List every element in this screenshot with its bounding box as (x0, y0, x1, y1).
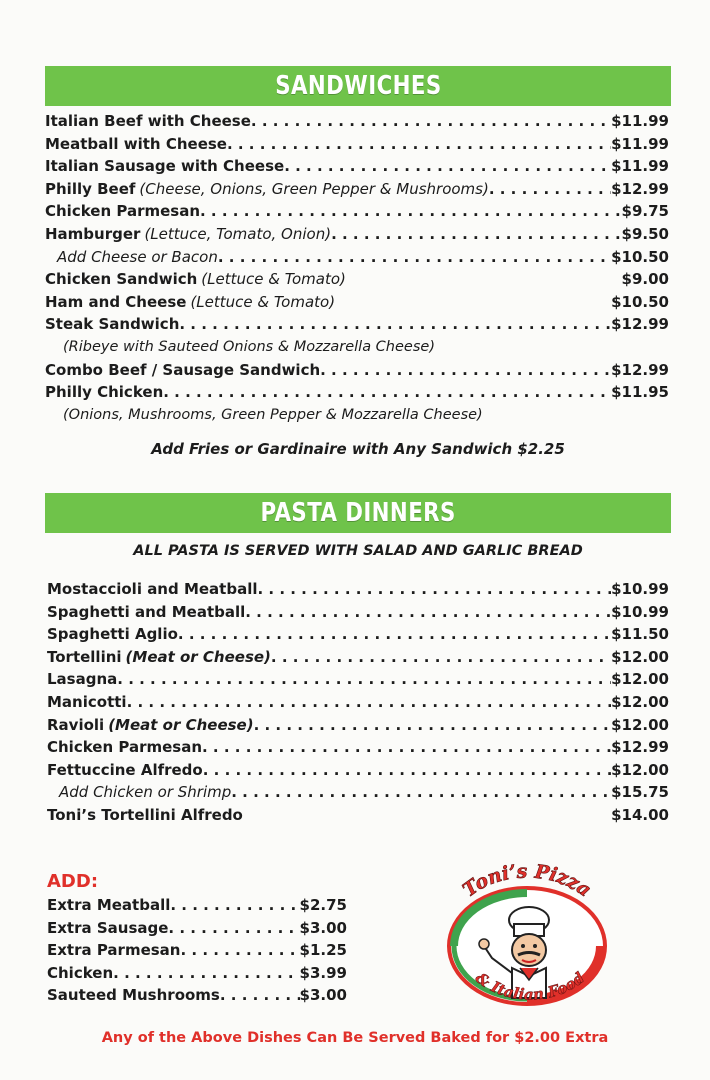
menu-item (45, 223, 669, 246)
item-name: Spaghetti Aglio (47, 625, 178, 644)
menu-item (45, 291, 669, 314)
item-note: (Onions, Mushrooms, Green Pepper & Mozzarella Cheese) (63, 406, 483, 423)
menu-item (45, 133, 669, 156)
pasta-banner (45, 493, 671, 533)
add-title: ADD: (47, 871, 99, 892)
dot-leader (218, 246, 611, 269)
dot-leader (180, 939, 299, 962)
dot-leader (202, 736, 611, 759)
item-price: $15.75 (611, 783, 669, 802)
item-description: (Lettuce & Tomato) (190, 292, 336, 311)
item-name: Add Chicken or Shrimp (59, 783, 232, 802)
menu-item (45, 268, 669, 291)
item-price: $11.99 (611, 134, 669, 153)
pasta-list (47, 578, 669, 827)
item-name: Mostaccioli and Meatball (47, 580, 258, 598)
item-description: (Meat or Cheese) (108, 715, 254, 734)
menu-item (47, 646, 669, 669)
menu-item (45, 200, 669, 223)
menu-item (45, 313, 669, 336)
item-description: (Lettuce & Tomato) (201, 270, 346, 289)
item-name: Spaghetti and Meatball (47, 602, 246, 621)
add-list (47, 894, 347, 1007)
add-item (47, 917, 347, 940)
dot-leader (170, 894, 299, 917)
item-price: $11.50 (611, 625, 669, 644)
dot-leader (163, 381, 611, 404)
item-name: Sauteed Mushrooms (47, 986, 220, 1005)
dot-leader (227, 133, 611, 156)
menu-item (45, 381, 669, 404)
item-price: $10.99 (611, 580, 669, 598)
item-name: Ham and Cheese (45, 292, 187, 311)
menu-item (47, 668, 669, 691)
dot-leader (113, 962, 299, 985)
item-name: Hamburger (45, 224, 141, 243)
add-item (47, 984, 347, 1007)
dot-leader (331, 223, 621, 246)
item-name: Italian Beef with Cheese (45, 112, 251, 130)
dot-leader (168, 917, 299, 940)
item-price: $11.95 (611, 383, 669, 402)
menu-item (47, 759, 669, 782)
menu-item (45, 359, 669, 382)
item-description: (Lettuce, Tomato, Onion) (144, 224, 332, 243)
menu-item (47, 601, 669, 624)
item-price: $12.00 (611, 760, 669, 779)
item-name: Chicken Parmesan (45, 202, 201, 221)
item-price: $3.99 (299, 963, 347, 982)
item-price: $3.00 (299, 986, 347, 1005)
dot-leader (203, 759, 611, 782)
item-price: $12.99 (611, 738, 669, 757)
menu-item (45, 178, 669, 201)
menu-item (45, 110, 669, 133)
item-name: Combo Beef / Sausage Sandwich (45, 360, 321, 379)
menu-item-addon (47, 781, 669, 804)
item-price: $2.75 (299, 896, 347, 914)
menu-item (47, 691, 669, 714)
item-name: Add Cheese or Bacon (57, 247, 218, 266)
dot-leader (320, 359, 611, 382)
item-description: (Cheese, Onions, Green Pepper & Mushrooms) (139, 179, 489, 198)
add-item (47, 939, 347, 962)
menu-item (47, 714, 669, 737)
item-name: Chicken Sandwich (45, 270, 198, 289)
item-price: $10.99 (611, 602, 669, 621)
item-name: Steak Sandwich (45, 315, 180, 334)
dot-leader (117, 668, 611, 691)
item-price: $10.50 (611, 247, 669, 266)
item-name: Fettuccine Alfredo (47, 760, 203, 779)
item-name: Philly Chicken (45, 383, 164, 402)
dot-leader (257, 578, 611, 601)
dot-leader (271, 646, 611, 669)
item-name: Extra Sausage (47, 918, 169, 937)
item-description: (Meat or Cheese) (125, 647, 271, 666)
sandwich-addon-note: Add Fries or Gardinaire with Any Sandwich $2.25 (151, 440, 565, 458)
logo-top-text: Toni’s Pizza (458, 860, 596, 902)
dot-leader (178, 623, 611, 646)
item-price: $12.00 (611, 647, 669, 666)
item-price: $11.99 (611, 157, 669, 176)
item-price: $12.00 (611, 692, 669, 711)
item-price: $9.75 (621, 202, 669, 221)
menu-item (47, 736, 669, 759)
item-note: (Ribeye with Sauteed Onions & Mozzarella Cheese) (63, 338, 435, 355)
item-name: Philly Beef (45, 179, 136, 198)
menu-item-addon (45, 246, 669, 269)
logo-bottom-text: & Italian Food (472, 968, 588, 1004)
item-price: $12.00 (611, 715, 669, 734)
item-price: $9.50 (621, 224, 669, 243)
menu-item (47, 578, 669, 601)
sandwiches-banner (45, 66, 671, 106)
dot-leader (220, 984, 300, 1007)
dot-leader (200, 200, 622, 223)
sandwiches-title: SANDWICHES (274, 71, 442, 101)
pasta-subtitle: ALL PASTA IS SERVED WITH SALAD AND GARLIC BREAD (133, 543, 583, 559)
tonis-pizza-logo (432, 858, 622, 1018)
item-name: Manicotti (47, 692, 127, 711)
item-price: $3.00 (299, 918, 347, 937)
item-price: $9.00 (621, 270, 669, 289)
item-price: $12.99 (611, 315, 669, 334)
item-name: Lasagna (47, 670, 118, 689)
add-item (47, 894, 347, 917)
item-price: $10.50 (611, 292, 669, 311)
item-price: $12.99 (611, 360, 669, 379)
dot-leader (489, 178, 611, 201)
dot-leader (231, 781, 611, 804)
item-price: $12.00 (611, 670, 669, 689)
item-name: Chicken Parmesan (47, 738, 203, 757)
pasta-title: PASTA DINNERS (260, 498, 456, 528)
dot-leader (284, 155, 611, 178)
item-name: Extra Meatball (47, 896, 171, 914)
item-price: $14.00 (611, 805, 669, 824)
item-price: $1.25 (299, 941, 347, 960)
add-item (47, 962, 347, 985)
item-name: Extra Parmesan (47, 941, 181, 960)
dot-leader (179, 313, 611, 336)
item-name: Ravioli (47, 715, 105, 734)
item-name: Tortellini (47, 647, 122, 666)
sandwiches-list (45, 110, 669, 426)
dot-leader (127, 691, 612, 714)
item-price: $11.99 (611, 112, 669, 130)
baked-footer-note: Any of the Above Dishes Can Be Served Baked for $2.00 Extra (101, 1030, 609, 1046)
dot-leader (254, 714, 612, 737)
menu-item (45, 155, 669, 178)
dot-leader (251, 110, 611, 133)
item-name: Toni’s Tortellini Alfredo (47, 805, 243, 824)
menu-item (47, 623, 669, 646)
item-name: Chicken (47, 963, 114, 982)
item-price: $12.99 (611, 179, 669, 198)
item-name: Italian Sausage with Cheese (45, 157, 285, 176)
menu-item (47, 804, 669, 827)
item-name: Meatball with Cheese (45, 134, 227, 153)
dot-leader (245, 601, 611, 624)
